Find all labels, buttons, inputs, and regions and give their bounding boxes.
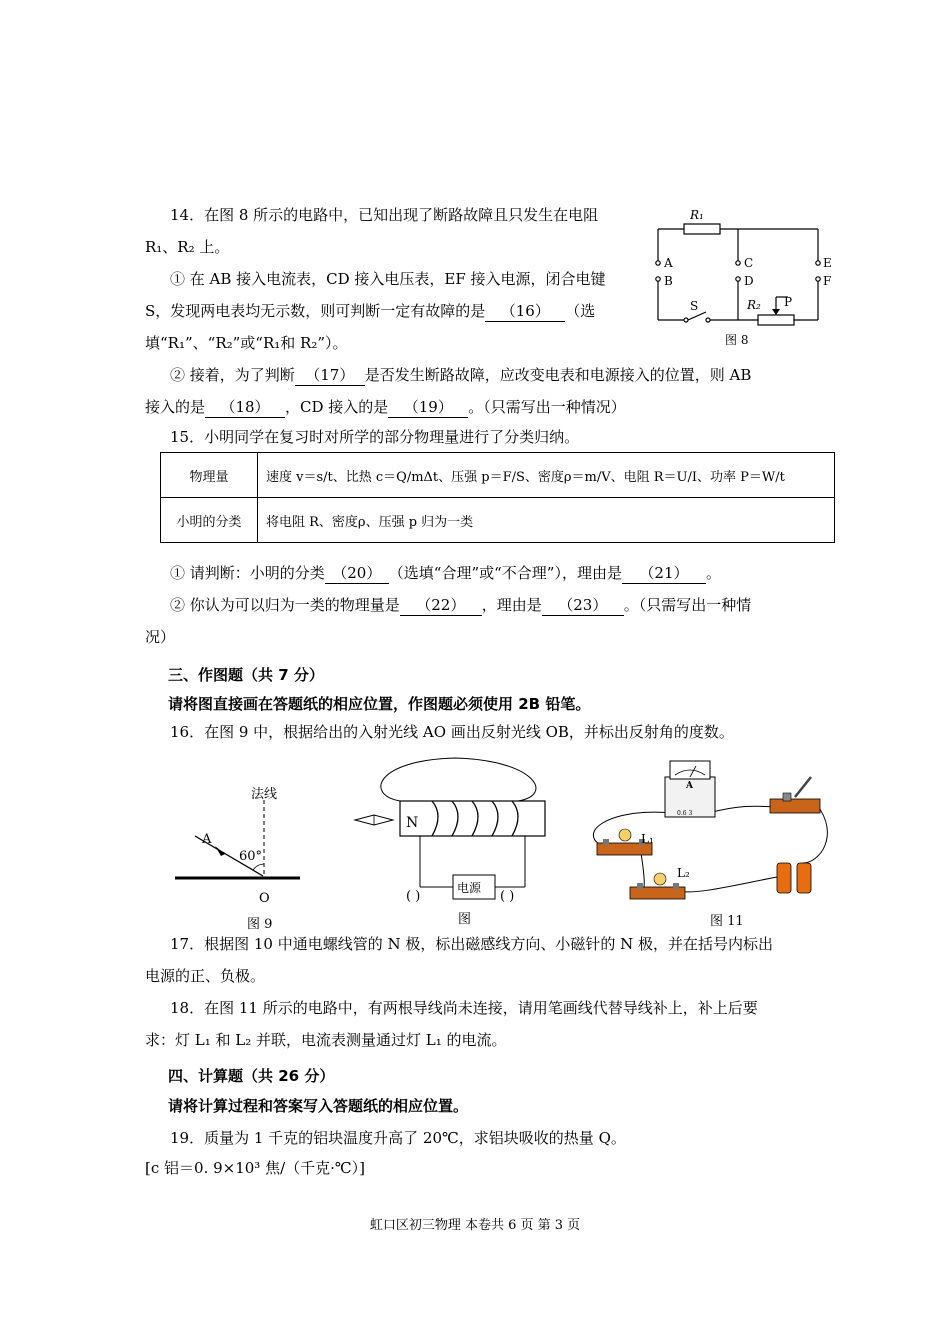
figure-9-caption: 图 9 — [247, 917, 273, 932]
table-cell-head: 物理量 — [161, 453, 258, 498]
lamp-l1-label: L₁ — [641, 832, 654, 846]
answer-blank-16[interactable]: （16） — [485, 301, 565, 322]
q14-p2b-mid: ，CD 接入的是 — [285, 398, 389, 416]
point-a-label: A — [202, 832, 212, 847]
figure-10-caption: 图 — [458, 912, 472, 927]
ammeter-terminals: 0.6 3 — [677, 810, 693, 817]
bracket-right[interactable]: ( ) — [500, 889, 515, 904]
figure-8-caption: 图 8 — [725, 333, 749, 347]
table-row — [161, 453, 835, 498]
section-3-instruction: 请将图直接画在答题纸的相应位置，作图题必须使用 2B 铅笔。 — [168, 695, 591, 713]
label-c: C — [744, 256, 754, 270]
q14-line1: 14．在图 8 所示的电路中，已知出现了断路故障且只发生在电阻 — [170, 206, 599, 224]
label-f: F — [823, 274, 832, 288]
lamp-l2-label: L₂ — [677, 866, 690, 880]
answer-blank-17[interactable]: （17） — [295, 365, 365, 386]
label-p: P — [784, 295, 793, 309]
resistor-r2 — [758, 315, 794, 325]
q16-text: 16．在图 9 中，根据给出的入射光线 AO 画出反射光线 OB，并标出反射角的度数。 — [170, 723, 734, 741]
switch-icon[interactable] — [770, 777, 820, 813]
north-pole-label: N — [406, 815, 419, 831]
table-cell-body: 速度 v＝s/t、比热 c＝Q/mΔt、压强 p＝F/S、密度ρ＝m/V、电阻 R＝U/I、功率 P＝W/t — [258, 453, 835, 498]
q18-line1: 18．在图 11 所示的电路中，有两根导线尚未连接，请用笔画线代替导线补上，补上后要 — [170, 999, 758, 1017]
answer-blank-21[interactable]: （21） — [622, 563, 706, 584]
q14-p2b-pre: 接入的是 — [145, 398, 206, 416]
q15-p1 — [170, 563, 721, 584]
q15-p2-mid: ，理由是 — [481, 596, 542, 614]
answer-blank-20[interactable]: （20） — [325, 563, 389, 584]
q14-line2: R₁、R₂ 上。 — [145, 238, 230, 256]
ammeter — [665, 761, 715, 817]
section-4-instruction: 请将计算过程和答案写入答题纸的相应位置。 — [168, 1097, 469, 1115]
magnetic-field-line — [381, 758, 536, 801]
q15-p2-pre: ② 你认为可以归为一类的物理量是 — [170, 596, 400, 614]
answer-blank-23[interactable]: （23） — [542, 595, 624, 616]
q14-p1c: 填“R₁”、“R₂”或“R₁和 R₂”）。 — [145, 334, 348, 352]
answer-blank-19[interactable]: （19） — [388, 397, 468, 418]
answer-blank-22[interactable]: （22） — [400, 595, 482, 616]
figure-9-reflection — [175, 780, 305, 935]
figure-11-circuit — [585, 755, 845, 935]
switch-s — [688, 312, 706, 320]
label-d: D — [744, 274, 754, 288]
q14-p1b-post: （选 — [565, 302, 596, 320]
q14-p2a-pre: ② 接着，为了判断 — [170, 366, 295, 384]
q15-p2 — [170, 595, 751, 616]
table-cell-body: 将电阻 R、密度ρ、压强 p 归为一类 — [258, 498, 835, 543]
label-r1: R₁ — [690, 208, 704, 222]
label-a: A — [664, 256, 673, 270]
q14-p1b — [145, 301, 595, 322]
incident-ray-arrow — [215, 846, 225, 856]
q14-p2a — [170, 365, 751, 386]
table-row — [161, 498, 835, 543]
figure-8-circuit — [650, 205, 835, 345]
bracket-left[interactable]: ( ) — [406, 889, 421, 904]
power-label: 电源 — [457, 881, 482, 895]
point-o-label: O — [259, 891, 270, 906]
q15-p1-mid: （选填“合理”或“不合理”），理由是 — [388, 564, 622, 582]
q17-line2: 电源的正、负极。 — [145, 967, 266, 985]
q14-p1a: ① 在 AB 接入电流表，CD 接入电压表，EF 接入电源，闭合电键 — [170, 270, 606, 288]
section-3-title: 三、作图题（共 7 分） — [168, 666, 324, 684]
figure-11-caption: 图 11 — [710, 914, 744, 929]
section-4-title: 四、计算题（共 26 分） — [168, 1067, 335, 1085]
figure-10-solenoid — [350, 755, 570, 935]
solenoid-coil — [432, 801, 518, 836]
q15-line1: 15．小明同学在复习时对所学的部分物理量进行了分类归纳。 — [170, 428, 580, 446]
label-b: B — [664, 274, 673, 288]
q14-p2b — [145, 397, 626, 418]
battery-icon — [777, 863, 811, 893]
q19-text: 19．质量为 1 千克的铝块温度升高了 20℃，求铝块吸收的热量 Q。 — [170, 1129, 626, 1147]
label-s: S — [690, 299, 699, 313]
q15-p1-post: 。 — [705, 564, 721, 582]
label-e: E — [823, 256, 832, 270]
answer-blank-18[interactable]: （18） — [205, 397, 285, 418]
angle-label: 60° — [239, 849, 263, 864]
solenoid-core — [400, 801, 545, 836]
ammeter-label: A — [686, 781, 693, 791]
table-cell-head: 小明的分类 — [161, 498, 258, 543]
q14-p1b-pre: S，发现两电表均无示数，则可判断一定有故障的是 — [145, 302, 486, 320]
label-r2: R₂ — [747, 298, 761, 312]
q15-p2-post: 。（只需写出一种情 — [623, 596, 752, 614]
q14-p2b-post: 。（只需写出一种情况） — [468, 398, 626, 416]
q19-formula: [c 铝＝0. 9×10³ 焦/（千克·℃）] — [145, 1159, 366, 1177]
page-footer: 虹口区初三物理 本卷共 6 页 第 3 页 — [369, 1218, 581, 1233]
normal-label: 法线 — [251, 787, 278, 802]
resistor-r1 — [684, 224, 720, 234]
q15-p1-pre: ① 请判断：小明的分类 — [170, 564, 325, 582]
q18-line2: 求：灯 L₁ 和 L₂ 并联，电流表测量通过灯 L₁ 的电流。 — [145, 1031, 507, 1049]
q14-p2a-post: 是否发生断路故障，应改变电表和电源接入的位置，则 AB — [364, 366, 752, 384]
classification-table — [160, 452, 835, 543]
q15-p2-tail: 况） — [145, 628, 176, 646]
q17-line1: 17．根据图 10 中通电螺线管的 N 极，标出磁感线方向、小磁针的 N 极，并在括号内标出 — [170, 935, 774, 953]
